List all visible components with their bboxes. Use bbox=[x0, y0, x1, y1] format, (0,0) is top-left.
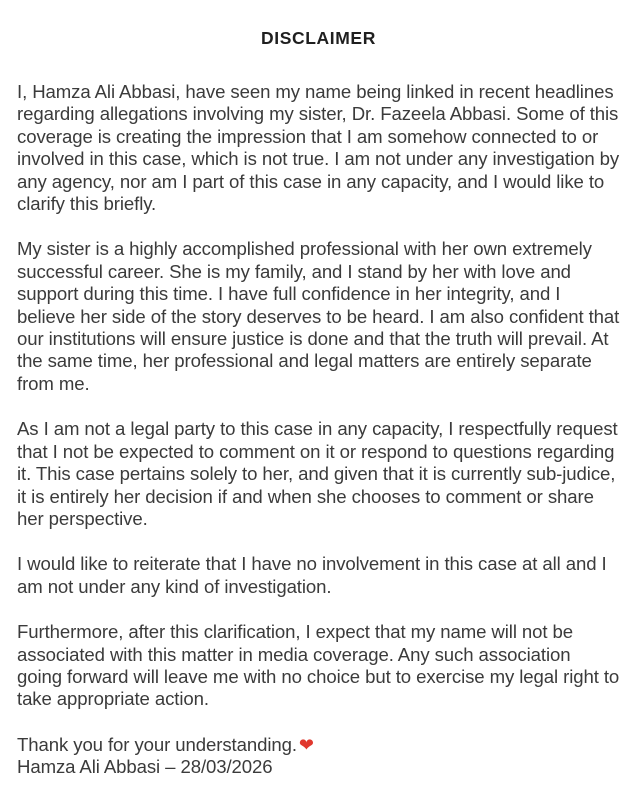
paragraph-no-comment: As I am not a legal party to this case in any capacity, I respectfully request that I not be expected to comment on it or respond to questions regarding it. This case pertains solely to her, and given that it is currently sub-judice, it is entirely her decision if and when she chooses to comment or share her perspective. bbox=[17, 418, 618, 529]
paragraph-reiteration: I would like to reiterate that I have no involvement in this case at all and I am not under any kind of investigation. bbox=[17, 553, 607, 597]
red-heart-icon: ❤ bbox=[298, 734, 314, 755]
closing-thanks-text: Thank you for your understanding. bbox=[17, 733, 297, 755]
closing-block bbox=[17, 734, 620, 779]
paragraph-intro: I, Hamza Ali Abbasi, have seen my name being linked in recent headlines regarding allegations involving my sister, Dr. Fazeela Abbasi. Some of this coverage is creating the impression that I am somehow connected to or involved in this case, which is not true. I am not under any investigation by any agency, nor am I part of this case in any capacity, and I would like to clarify this briefly. bbox=[17, 81, 620, 215]
page-title: DISCLAIMER bbox=[261, 28, 376, 48]
paragraph-legal-warning: Furthermore, after this clarification, I expect that my name will not be associated with this matter in media coverage. Any such association going forward will leave me with no choice but to exercise my legal right to take appropriate action. bbox=[17, 621, 620, 710]
closing-thanks-line bbox=[17, 734, 620, 756]
paragraph-sister-support: My sister is a highly accomplished professional with her own extremely successful career. She is my family, and I stand by her with love and support during this time. I have full confidence in her integrity, and I believe her side of the story deserves to be heard. I am also confident that our institutions will ensure justice is done and that the truth will prevail. At the same time, her professional and legal matters are entirely separate from me. bbox=[17, 238, 620, 394]
signature-line: Hamza Ali Abbasi – 28/03/2026 bbox=[17, 756, 273, 778]
